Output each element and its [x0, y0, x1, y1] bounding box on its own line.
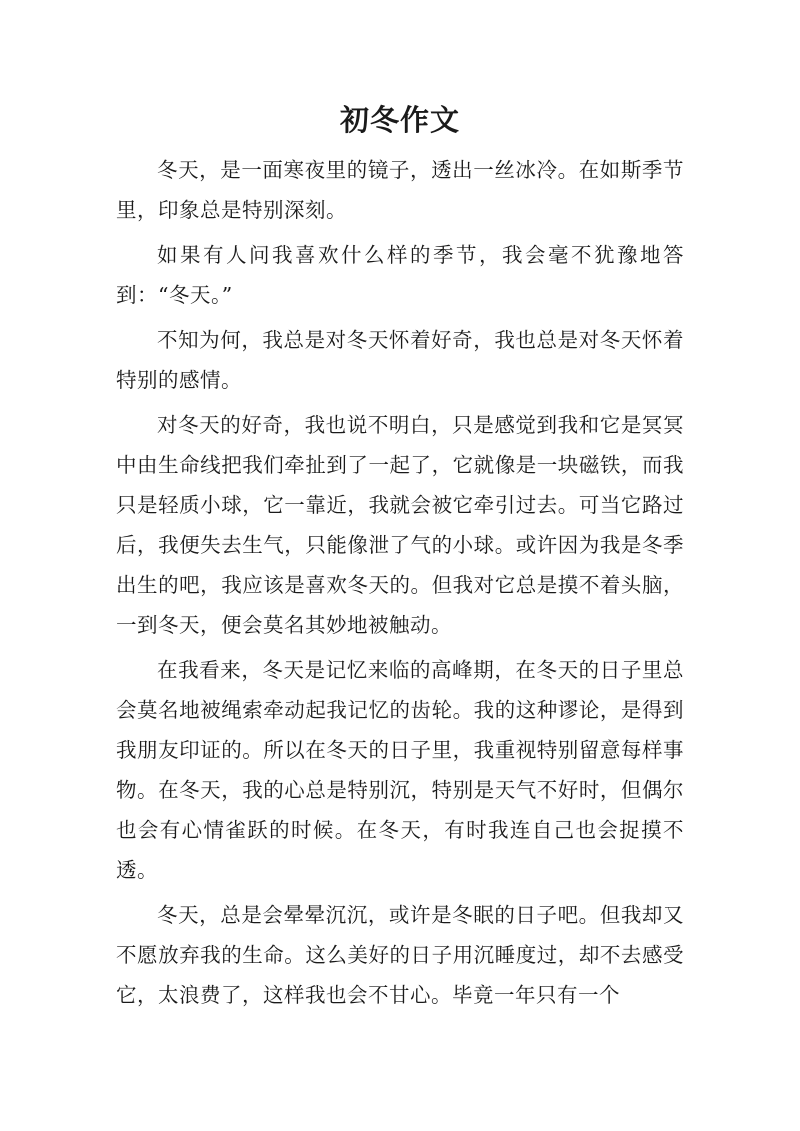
page-title: 初冬作文: [339, 103, 460, 137]
paragraph-4: 对冬天的好奇，我也说不明白，只是感觉到我和它是冥冥中由生命线把我们牵扯到了一起了，它就像是一块磁铁，而我只是轻质小球，它一靠近，我就会被它牵引过去。可当它路过后，我便失去生气，只能像泄了气的小球。或许因为我是冬季出生的吧，我应该是喜欢冬天的。但我对它总是摸不着头脑，一到冬天，便会莫名其妙地被触动。: [116, 413, 684, 637]
paragraph-5: 在我看来，冬天是记忆来临的高峰期，在冬天的日子里总会莫名地被绳索牵动起我记忆的齿轮。我的这种谬论，是得到我朋友印证的。所以在冬天的日子里，我重视特别留意每样事物。在冬天，我的心总是特别沉，特别是天气不好时，但偶尔也会有心情雀跃的时候。在冬天，有时我连自己也会捉摸不透。: [116, 658, 684, 882]
paragraph-6: 冬天，总是会晕晕沉沉，或许是冬眠的日子吧。但我却又不愿放弃我的生命。这么美好的日子用沉睡度过，却不去感受它，太浪费了，这样我也会不甘心。毕竟一年只有一个: [116, 903, 684, 1007]
document-body: [116, 150, 684, 1020]
paragraph-2: 如果有人问我喜欢什么样的季节，我会毫不犹豫地答到：“冬天。”: [116, 243, 684, 307]
paragraph-1: 冬天，是一面寒夜里的镜子，透出一丝冰冷。在如斯季节里，印象总是特别深刻。: [116, 158, 684, 222]
paragraph-3: 不知为何，我总是对冬天怀着好奇，我也总是对冬天怀着特别的感情。: [116, 328, 684, 392]
